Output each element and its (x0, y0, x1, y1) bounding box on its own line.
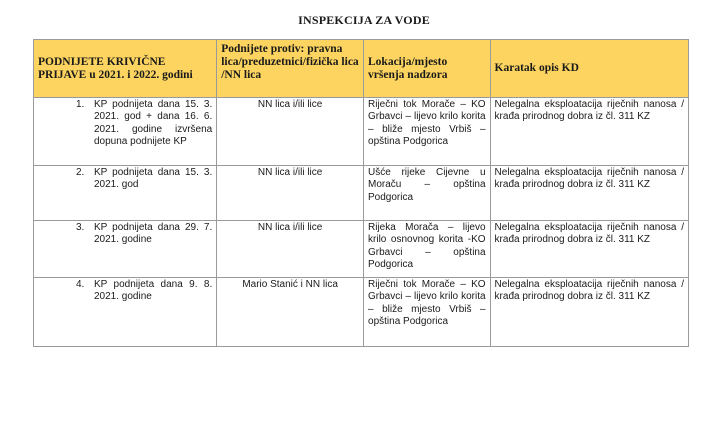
filed-cell (34, 98, 217, 166)
row-number: 2. (76, 167, 85, 178)
against-cell: NN lica i/ili lice (217, 98, 364, 166)
against-cell: NN lica i/ili lice (217, 166, 364, 221)
location-cell: Ušće rijeke Cijevne u Moraču – opština Podgorica (364, 166, 491, 221)
page-title: INSPEKCIJA ZA VODE (298, 13, 430, 27)
filed-text: KP podnijeta dana 15. 3. 2021. god (94, 167, 213, 191)
table-row (34, 98, 689, 166)
row-number: 3. (76, 222, 85, 233)
filed-text: KP podnijeta dana 29. 7. 2021. godine (94, 222, 213, 246)
description-cell: Nelegalna eksploatacija riječnih nanosa / krađa prirodnog dobra iz čl. 311 KZ (490, 278, 688, 347)
against-cell: NN lica i/ili lice (217, 221, 364, 278)
row-number: 1. (76, 99, 85, 110)
against-cell: Mario Stanić i NN lica (217, 278, 364, 347)
reports-table (33, 39, 689, 347)
description-cell: Nelegalna eksploatacija riječnih nanosa / krađa prirodnog dobra iz čl. 311 KZ (490, 166, 688, 221)
filed-cell (34, 166, 217, 221)
table-header-row (34, 40, 689, 98)
filed-text: KP podnijeta dana 9. 8. 2021. godine (94, 279, 213, 303)
location-cell: Riječni tok Morače – KO Grbavci – lijevo krilo korita – bliže mjesto Vrbiš – opština Podgorica (364, 98, 491, 166)
location-cell: Riječni tok Morače – KO Grbavci – lijevo krilo korita – bliže mjesto Vrbiš – opština Podgorica (364, 278, 491, 347)
header-description: Karatak opis KD (490, 40, 688, 98)
header-location: Lokacija/mjesto vršenja nadzora (364, 40, 491, 98)
header-filed-reports: PODNIJETE KRIVIČNE PRIJAVE u 2021. i 2022. godini (34, 40, 217, 98)
description-cell: Nelegalna eksploatacija riječnih nanosa / krađa prirodnog dobra iz čl. 311 KZ (490, 98, 688, 166)
header-filed-against: Podnijete protiv: pravna lica/preduzetnici/fizička lica /NN lica (217, 40, 364, 98)
filed-cell (34, 278, 217, 347)
location-cell: Rijeka Morača – lijevo krilo osnovnog korita -KO Grbavci – opština Podgorica (364, 221, 491, 278)
description-cell: Nelegalna eksploatacija riječnih nanosa / krađa prirodnog dobra iz čl. 311 KZ (490, 221, 688, 278)
table-row (34, 166, 689, 221)
table-row (34, 221, 689, 278)
filed-text: KP podnijeta dana 15. 3. 2021. god + dana 16. 6. 2021. godine izvršena dopuna podnijete KP (94, 99, 213, 148)
table-row (34, 278, 689, 347)
row-number: 4. (76, 279, 85, 290)
filed-cell (34, 221, 217, 278)
